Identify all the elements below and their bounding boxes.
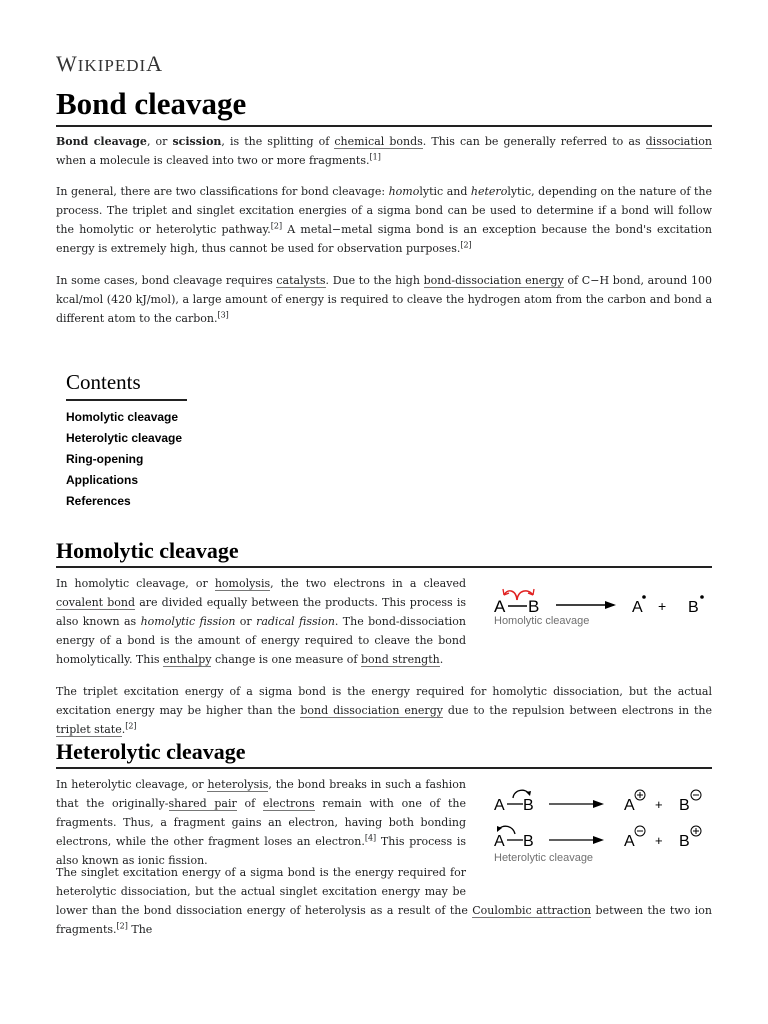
link-homolysis[interactable]: homolysis (214, 577, 271, 590)
fishhook-arrow-left-icon (504, 591, 517, 600)
logo-letters: W (56, 51, 78, 76)
text: The singlet excitation energy of a sigma bond is the energy required for heterolytic dissociation, but the actual singlet excitation energy may be lower than the bond dissociation energy of heterolysis as a result of the (56, 866, 473, 917)
atom-b: B (528, 597, 540, 616)
plus-mark-icon (693, 828, 699, 834)
text: The (127, 923, 153, 936)
intro-paragraph-2 (56, 182, 712, 258)
product-b: B (679, 797, 690, 814)
atom-a: A (494, 833, 505, 850)
text: In homolytic cleavage, or (56, 577, 215, 590)
link-triplet-state[interactable]: triplet state (56, 723, 122, 736)
text: due to the repulsion between electrons in the (442, 704, 712, 717)
text: lytic, depending on the nature of the process. The triplet and singlet excitation energies of a sigma bond can be used to determine if a bond will follow the homolytic or heterolytic pathway. (56, 185, 712, 236)
toc-item-ring-opening[interactable]: Ring-opening (66, 452, 144, 466)
homolytic-diagram (492, 582, 712, 618)
product-b: B (688, 599, 699, 616)
product-b: B (679, 833, 690, 850)
title-divider (56, 125, 712, 127)
wikipedia-logo[interactable] (56, 51, 163, 77)
text: . This can be generally referred to as (422, 135, 646, 148)
text: between the two ion fragments. (56, 904, 712, 936)
reference-link[interactable]: [2] (125, 721, 137, 731)
toc-title: Contents (66, 370, 141, 394)
link-shared-pair[interactable]: shared pair (168, 797, 237, 810)
text: when a molecule is cleaved into two or more fragments. (56, 154, 370, 167)
text: This process is also known as ionic fission. (56, 835, 466, 867)
arrowhead-icon (593, 836, 604, 844)
intro-paragraph-1 (56, 132, 712, 170)
heterolytic-cleavage-figure[interactable] (492, 786, 712, 870)
figure-float-spacer (466, 863, 712, 901)
toc-item-references[interactable]: References (66, 494, 131, 508)
link-electrons[interactable]: electrons (262, 797, 315, 810)
plus-sign: + (655, 797, 663, 812)
atom-a: A (494, 797, 505, 814)
text: In general, there are two classifications for bond cleavage: (56, 185, 389, 198)
text: of C−H bond, around 100 kcal/mol (420 kJ/mol), a large amount of energy is required to cleave the hydrogen atom from the carbon and bond a different atom to the carbon. (56, 274, 712, 325)
intro-paragraph-3 (56, 271, 712, 328)
italic-term: radical fission (256, 615, 335, 628)
section-heading-homolytic: Homolytic cleavage (56, 538, 239, 563)
link-coulombic-attraction[interactable]: Coulombic attraction (472, 904, 592, 917)
italic-term: hetero (470, 185, 508, 198)
plus-mark-icon (637, 792, 643, 798)
italic-term: homo (388, 185, 420, 198)
link-chemical-bonds[interactable]: chemical bonds (334, 135, 423, 148)
arrowhead-icon (605, 601, 616, 609)
heterolytic-paragraph-2-body (56, 863, 712, 939)
radical-dot-icon (642, 595, 646, 599)
text: In some cases, bond cleavage requires (56, 274, 277, 287)
text: In heterolytic cleavage, or (56, 778, 208, 791)
text: , the bond breaks in such a fashion that the originally- (56, 778, 466, 810)
reference-link[interactable]: [3] (217, 310, 229, 320)
text: , is the splitting of (221, 135, 335, 148)
heterolytic-paragraph-1 (56, 775, 466, 870)
figure-caption: Homolytic cleavage (494, 615, 590, 627)
link-catalysts[interactable]: catalysts (276, 274, 326, 287)
text: The triplet excitation energy of a sigma bond is the energy required for homolytic dissociation, but the actual excitation energy may be higher than the (56, 685, 712, 717)
text: . Due to the high (325, 274, 424, 287)
link-heterolysis[interactable]: heterolysis (207, 778, 269, 791)
text: change is one measure of (211, 653, 361, 666)
plus-sign: + (655, 833, 663, 848)
link-enthalpy[interactable]: enthalpy (163, 653, 212, 666)
radical-dot-icon (700, 595, 704, 599)
link-covalent-bond[interactable]: covalent bond (56, 596, 136, 609)
text: , or (146, 135, 173, 148)
atom-a: A (494, 597, 506, 616)
text: or (235, 615, 257, 628)
text: , the two electrons in a cleaved (270, 577, 466, 590)
product-a: A (624, 833, 635, 850)
link-bond-dissociation-energy[interactable]: bond dissociation energy (300, 704, 443, 717)
section-divider (56, 566, 712, 568)
product-a: A (624, 797, 635, 814)
page-title: Bond cleavage (56, 86, 247, 121)
logo-letters: A (146, 51, 164, 76)
bold-term: scission (172, 135, 222, 148)
italic-term: homolytic fission (140, 615, 236, 628)
toc-item-homolytic-cleavage[interactable]: Homolytic cleavage (66, 410, 179, 424)
table-of-contents (66, 370, 266, 512)
text: lytic and (419, 185, 471, 198)
reference-link[interactable]: [1] (369, 152, 381, 162)
figure-caption: Heterolytic cleavage (494, 852, 594, 864)
link-bond-dissociation-energy[interactable]: bond-dissociation energy (423, 274, 564, 287)
text: remain with one of the fragments. Thus, a fragment gains an electron, having both bonding electrons, while the other fragment loses an electron. (56, 797, 466, 848)
homolytic-cleavage-figure[interactable] (492, 582, 712, 634)
text: are divided equally between the products. This process is also known as (56, 596, 466, 628)
link-bond-strength[interactable]: bond strength (360, 653, 440, 666)
heterolytic-diagram (492, 786, 712, 852)
toc-divider (66, 399, 187, 401)
bold-term: Bond cleavage (56, 135, 147, 148)
text: . (121, 723, 126, 736)
link-dissociation[interactable]: dissociation (645, 135, 712, 148)
toc-item-applications[interactable]: Applications (66, 473, 139, 487)
atom-b: B (523, 833, 534, 850)
section-heading-heterolytic: Heterolytic cleavage (56, 739, 246, 764)
section-divider (56, 767, 712, 769)
atom-b: B (523, 797, 534, 814)
text: . The bond-dissociation energy of a bond is the amount of energy required to cleave the bond homolytically. This (56, 615, 466, 666)
text: A metal−metal sigma bond is an exception because the bond's excitation energy is extremely high, thus cannot be used for observation purposes. (56, 223, 712, 255)
logo-letters: IKIPEDI (77, 56, 147, 75)
homolytic-paragraph-1 (56, 574, 466, 669)
toc-item-heterolytic-cleavage[interactable]: Heterolytic cleavage (66, 431, 183, 445)
text: of (236, 797, 263, 810)
reference-link[interactable]: [2] (460, 240, 472, 250)
arrowhead-icon (593, 800, 604, 808)
reference-link[interactable]: [2] (270, 221, 283, 231)
reference-link[interactable]: [2] (116, 921, 128, 931)
text: . (439, 653, 444, 666)
reference-link[interactable]: [4] (364, 833, 377, 843)
product-a: A (632, 599, 643, 616)
homolytic-paragraph-2 (56, 682, 712, 739)
plus-sign: + (658, 598, 667, 614)
